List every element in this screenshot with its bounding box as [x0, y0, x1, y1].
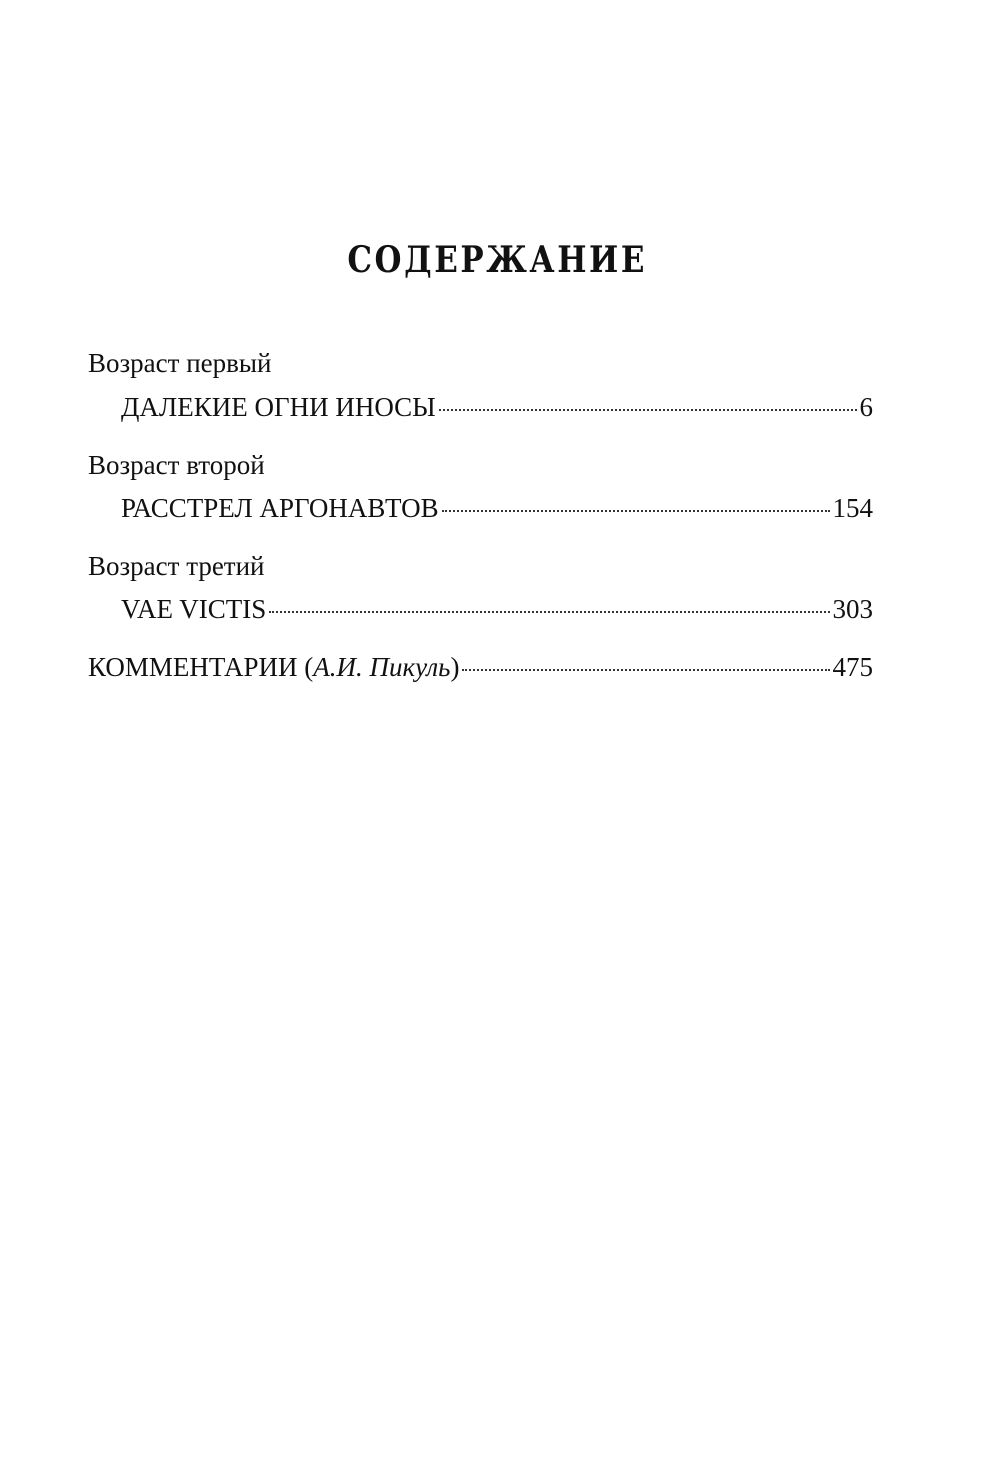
part-label-3: Возраст третий — [88, 551, 265, 581]
dot-leader — [462, 669, 829, 671]
page-title: СОДЕРЖАНИЕ — [347, 239, 648, 281]
commentary-author: А.И. Пикуль — [313, 652, 451, 682]
toc-entry-commentary[interactable] — [88, 650, 873, 684]
commentary-title: КОММЕНТАРИИ ( — [88, 652, 314, 682]
toc-entry-2[interactable] — [121, 491, 873, 525]
dot-leader — [439, 409, 857, 411]
toc-entry-3[interactable] — [121, 592, 873, 626]
toc-entry-page: 6 — [859, 392, 873, 422]
toc-entry-page: 475 — [832, 652, 873, 682]
toc-entry-page: 303 — [832, 594, 873, 624]
part-label-2: Возраст второй — [88, 450, 265, 480]
toc-entry-title: РАССТРЕЛ АРГОНАВТОВ — [121, 493, 439, 523]
toc-entry-title: VAE VICTIS — [121, 594, 267, 624]
dot-leader — [442, 510, 830, 512]
toc-entry-page: 154 — [832, 493, 873, 523]
toc-entry-1[interactable] — [121, 390, 873, 424]
toc-entry-title: ДАЛЕКИЕ ОГНИ ИНОСЫ — [121, 392, 436, 422]
part-label-1: Возраст первый — [88, 348, 272, 378]
toc-entry-title — [88, 650, 459, 684]
commentary-title-end: ) — [450, 652, 460, 682]
dot-leader — [269, 611, 829, 613]
